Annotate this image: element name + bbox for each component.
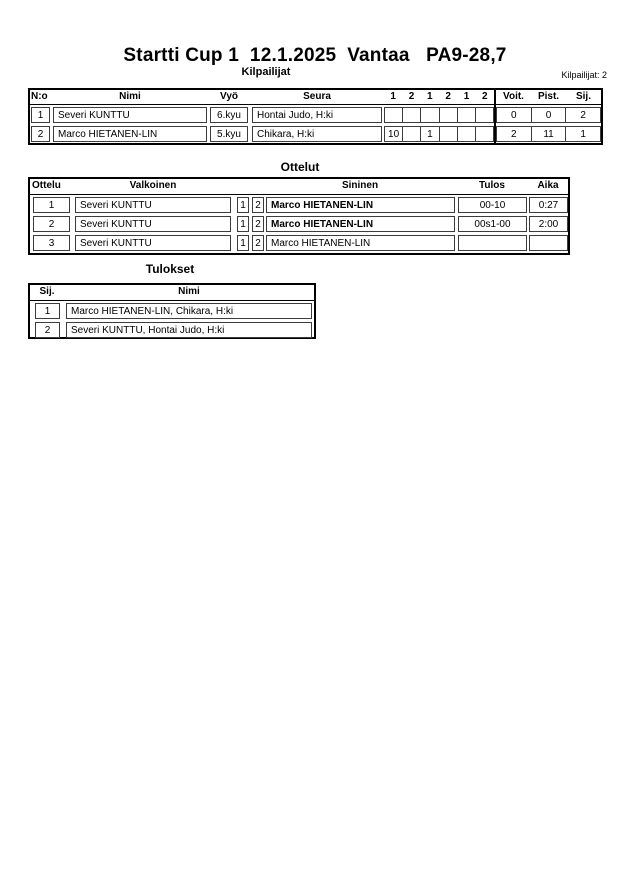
col-header-pist: Pist. bbox=[537, 91, 560, 102]
cell-corner-2: 2 bbox=[252, 197, 264, 213]
cell-nimi: Severi KUNTTU bbox=[53, 107, 207, 123]
col-header-ottelu: Ottelu bbox=[32, 180, 61, 191]
score-cell bbox=[403, 108, 421, 122]
score-col-header: 1 bbox=[427, 91, 433, 102]
col-header-valkoinen: Valkoinen bbox=[129, 180, 177, 191]
tulokset-heading: Tulokset bbox=[145, 262, 195, 276]
cell-no: 1 bbox=[31, 107, 50, 123]
ottelut-table bbox=[28, 177, 570, 255]
cell-seura: Hontai Judo, H:ki bbox=[252, 107, 382, 123]
score-cell: 1 bbox=[421, 127, 439, 141]
cell-sij: 2 bbox=[35, 322, 60, 338]
cell-nimi: Marco HIETANEN-LIN bbox=[53, 126, 207, 142]
cell-aika: 0:27 bbox=[529, 197, 568, 213]
score-col-header: 2 bbox=[408, 91, 415, 102]
score-col-header: 1 bbox=[390, 91, 396, 102]
score-cell bbox=[385, 108, 403, 122]
totals-cells bbox=[496, 107, 601, 123]
cell-match-no: 3 bbox=[33, 235, 70, 251]
cell-corner-2: 2 bbox=[252, 216, 264, 232]
cell-tulos: 00s1-00 bbox=[458, 216, 527, 232]
cell-sij: 1 bbox=[580, 128, 586, 140]
col-header-sij: Sij. bbox=[575, 91, 591, 102]
cell-pist: 0 bbox=[532, 108, 567, 122]
col-header-no: N:o bbox=[31, 91, 48, 102]
cell-no: 2 bbox=[31, 126, 50, 142]
cell-vyo: 6.kyu bbox=[210, 107, 248, 123]
cell-vyo: 5.kyu bbox=[210, 126, 248, 142]
cell-sininen: Marco HIETANEN-LIN bbox=[266, 235, 455, 251]
col-header-aika: Aika bbox=[537, 180, 559, 191]
cell-voit: 0 bbox=[497, 108, 532, 122]
score-cell: 10 bbox=[385, 127, 403, 141]
cell-sininen: Marco HIETANEN-LIN bbox=[266, 197, 455, 213]
cell-sininen: Marco HIETANEN-LIN bbox=[266, 216, 455, 232]
kilpailijat-table bbox=[28, 88, 603, 145]
cell-seura: Chikara, H:ki bbox=[252, 126, 382, 142]
cell-sij: 2 bbox=[580, 109, 586, 121]
ottelut-heading: Ottelut bbox=[280, 160, 320, 174]
page-title: Startti Cup 1 12.1.2025 Vantaa PA9-28,7 bbox=[123, 45, 507, 66]
score-col-header: 2 bbox=[445, 91, 451, 102]
tulokset-table bbox=[28, 283, 316, 339]
cell-valkoinen: Severi KUNTTU bbox=[75, 197, 231, 213]
cell-corner-1: 1 bbox=[237, 197, 249, 213]
totals-cells bbox=[496, 126, 601, 142]
cell-valkoinen: Severi KUNTTU bbox=[75, 235, 231, 251]
score-cell bbox=[421, 108, 439, 122]
cell-tulos bbox=[458, 235, 527, 251]
cell-nimi: Severi KUNTTU, Hontai Judo, H:ki bbox=[66, 322, 312, 338]
score-cell bbox=[440, 108, 458, 122]
score-cell bbox=[403, 127, 421, 141]
score-cell bbox=[458, 127, 476, 141]
score-cell bbox=[476, 108, 493, 122]
cell-corner-2: 2 bbox=[252, 235, 264, 251]
cell-tulos: 00-10 bbox=[458, 197, 527, 213]
col-header-sininen: Sininen bbox=[341, 180, 379, 191]
score-cells bbox=[384, 126, 494, 142]
col-header-vyo: Vyö bbox=[220, 91, 238, 102]
col-header-seura: Seura bbox=[303, 91, 331, 102]
col-header-sij: Sij. bbox=[39, 286, 55, 297]
cell-valkoinen: Severi KUNTTU bbox=[75, 216, 231, 232]
score-col-headers bbox=[384, 91, 494, 102]
score-cells bbox=[384, 107, 494, 123]
cell-corner-1: 1 bbox=[237, 235, 249, 251]
col-header-nimi: Nimi bbox=[178, 286, 200, 297]
cell-nimi: Marco HIETANEN-LIN, Chikara, H:ki bbox=[66, 303, 312, 319]
score-cell bbox=[476, 127, 493, 141]
kilpailijat-heading: Kilpailijat bbox=[241, 66, 291, 78]
score-col-header: 2 bbox=[482, 91, 488, 102]
cell-aika: 2:00 bbox=[529, 216, 568, 232]
totals-col-headers bbox=[496, 91, 601, 102]
cell-voit: 2 bbox=[497, 127, 532, 141]
cell-match-no: 1 bbox=[33, 197, 70, 213]
col-header-voit: Voit. bbox=[503, 91, 524, 102]
cell-corner-1: 1 bbox=[237, 216, 249, 232]
cell-aika bbox=[529, 235, 568, 251]
score-cell bbox=[458, 108, 476, 122]
header-divider bbox=[30, 104, 601, 105]
competitor-count: Kilpailijat: 2 bbox=[561, 70, 607, 80]
score-cell bbox=[440, 127, 458, 141]
score-col-header: 1 bbox=[463, 91, 470, 102]
col-header-tulos: Tulos bbox=[479, 180, 505, 191]
cell-pist: 11 bbox=[532, 127, 567, 141]
cell-sij: 1 bbox=[35, 303, 60, 319]
cell-match-no: 2 bbox=[33, 216, 70, 232]
header-divider bbox=[30, 300, 314, 301]
header-divider bbox=[30, 194, 568, 195]
col-header-nimi: Nimi bbox=[119, 91, 141, 102]
